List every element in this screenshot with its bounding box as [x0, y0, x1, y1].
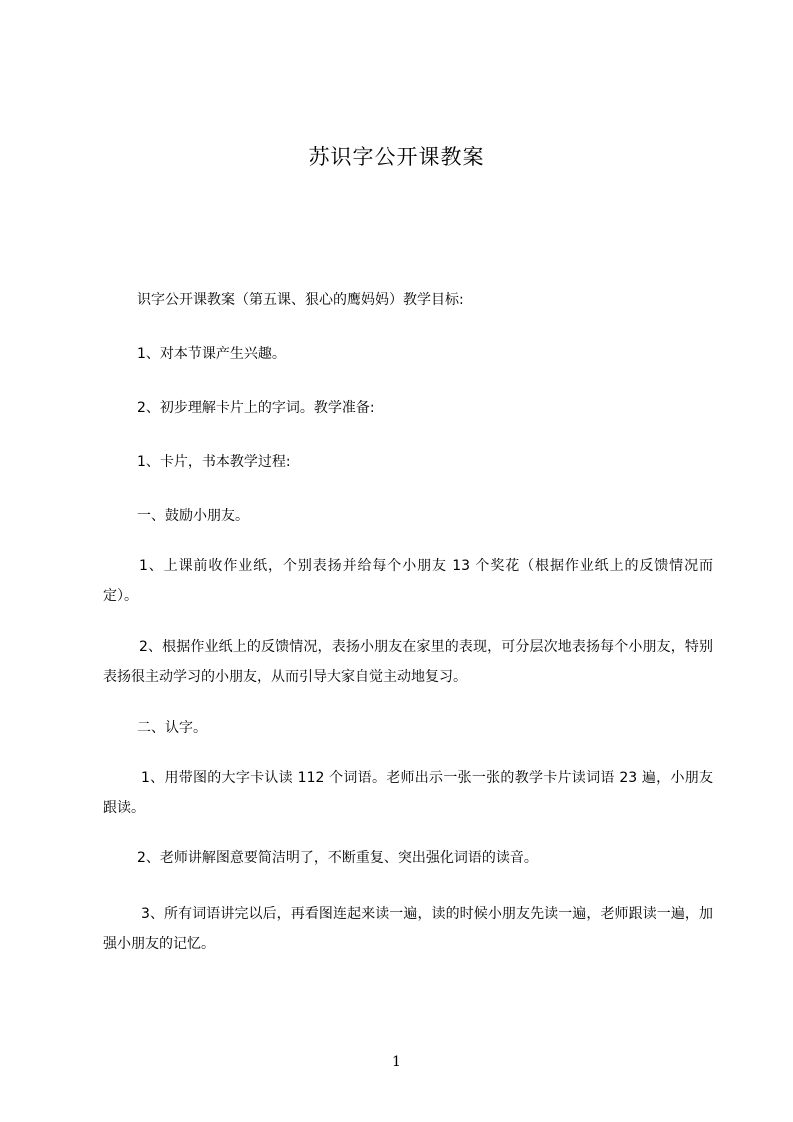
- paragraph-section-1-heading: 一、鼓励小朋友。: [137, 508, 249, 524]
- paragraph-objectives-heading: 识字公开课教案（第五课、狠心的鹰妈妈）教学目标:: [137, 292, 464, 308]
- paragraph-section-2-step-1: 1、用带图的大字卡认读 112 个词语。老师出示一张一张的教学卡片读词语 23 遍，小朋友跟读。: [103, 770, 713, 816]
- paragraph-section-2-heading: 二、认字。: [137, 720, 207, 736]
- paragraph-objective-2: 2、初步理解卡片上的字词。教学准备:: [137, 400, 375, 416]
- document-title: 苏识字公开课教案: [308, 145, 485, 169]
- paragraph-section-1-step-2: 2、根据作业纸上的反馈情况，表扬小朋友在家里的表现，可分层次地表扬每个小朋友，特别表扬很主动学习的小朋友，从而引导大家自觉主动地复习。: [103, 639, 713, 685]
- paragraph-preparation-1: 1、卡片，书本教学过程:: [137, 454, 291, 470]
- paragraph-section-1-step-1: 1、上课前收作业纸，个别表扬并给每个小朋友 13 个奖花（根据作业纸上的反馈情况而定）。: [103, 558, 713, 604]
- page-number: 1: [392, 1054, 401, 1070]
- paragraph-section-2-step-2: 2、老师讲解图意要简洁明了，不断重复、突出强化词语的读音。: [137, 850, 538, 866]
- paragraph-section-2-step-3: 3、所有词语讲完以后，再看图连起来读一遍，读的时候小朋友先读一遍，老师跟读一遍，加强小朋友的记忆。: [103, 906, 713, 952]
- paragraph-objective-1: 1、对本节课产生兴趣。: [137, 346, 286, 362]
